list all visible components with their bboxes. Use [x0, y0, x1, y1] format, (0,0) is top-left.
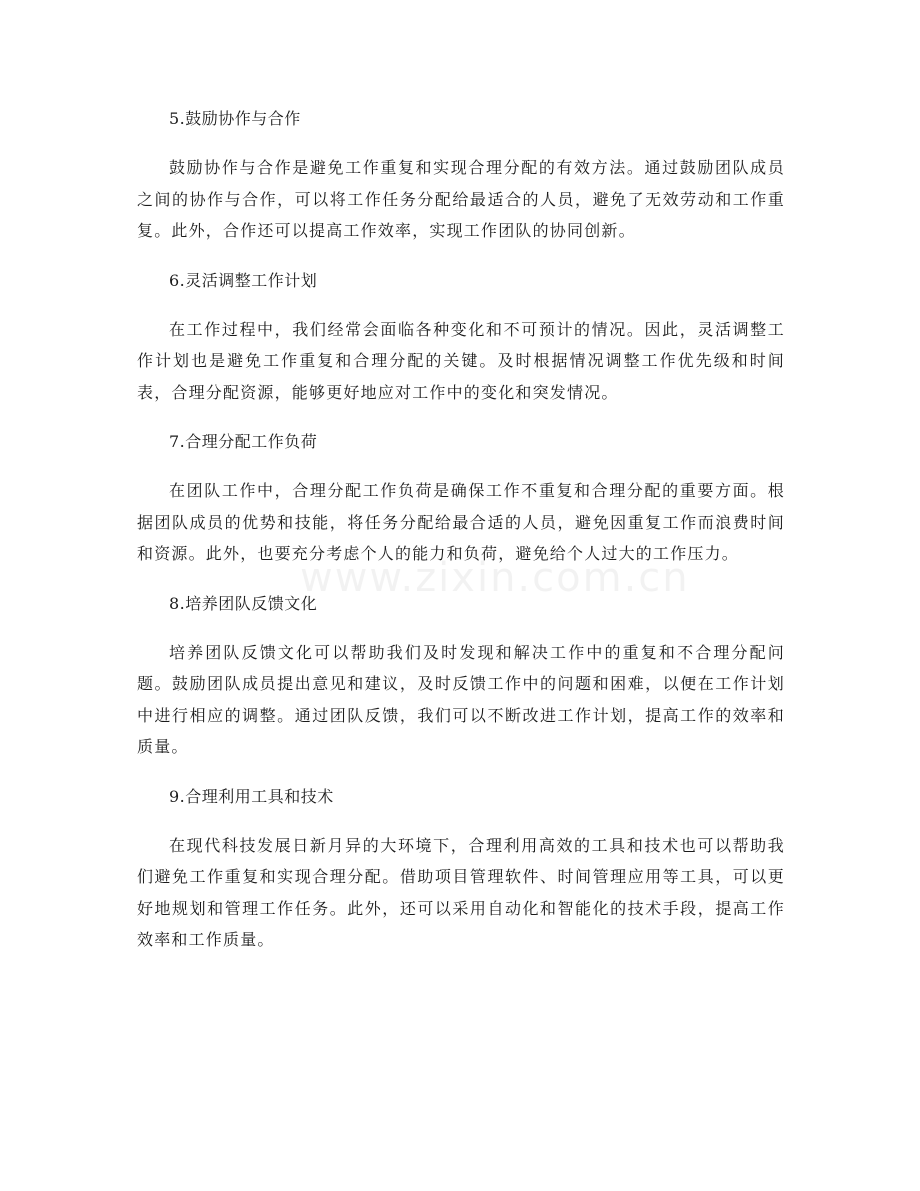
section-paragraph: 在团队工作中，合理分配工作负荷是确保工作不重复和合理分配的重要方面。根据团队成员的优势和技能，将任务分配给最合适的人员，避免因重复工作而浪费时间和资源。此外，也要充分考虑个人的能力和负荷，避免给个人过大的工作压力。 — [137, 481, 785, 563]
section-heading: 6.灵活调整工作计划 — [169, 270, 318, 290]
section-9 — [137, 782, 785, 956]
section-heading: 9.合理利用工具和技术 — [169, 786, 334, 806]
section-paragraph: 培养团队反馈文化可以帮助我们及时发现和解决工作中的重复和不合理分配问题。鼓励团队成员提出意见和建议，及时反馈工作中的问题和困难，以便在工作计划中进行相应的调整。通过团队反馈，我们可以不断改进工作计划，提高工作的效率和质量。 — [137, 642, 785, 756]
section-heading: 7.合理分配工作负荷 — [169, 432, 318, 451]
section-6 — [137, 266, 785, 409]
section-5 — [137, 104, 785, 247]
document-content — [137, 104, 785, 975]
section-heading: 8.培养团队反馈文化 — [169, 593, 318, 613]
section-heading: 5.鼓励协作与合作 — [169, 109, 301, 128]
section-paragraph: 在工作过程中，我们经常会面临各种变化和不可预计的情况。因此，灵活调整工作计划也是避免工作重复和合理分配的关键。及时根据情况调整工作优先级和时间表，合理分配资源，能够更好地应对工作中的变化和突发情况。 — [137, 319, 785, 402]
section-7 — [137, 427, 785, 570]
watermark: www.zixin.com.cn — [300, 555, 690, 601]
section-8 — [137, 589, 785, 763]
section-paragraph: 鼓励协作与合作是避免工作重复和实现合理分配的有效方法。通过鼓励团队成员之间的协作与合作，可以将工作任务分配给最适合的人员，避免了无效劳动和工作重复。此外，合作还可以提高工作效率，实现工作团队的协同创新。 — [137, 158, 785, 240]
section-paragraph: 在现代科技发展日新月异的大环境下，合理利用高效的工具和技术也可以帮助我们避免工作重复和实现合理分配。借助项目管理软件、时间管理应用等工具，可以更好地规划和管理工作任务。此外，还可以采用自动化和智能化的技术手段，提高工作效率和工作质量。 — [137, 835, 785, 949]
